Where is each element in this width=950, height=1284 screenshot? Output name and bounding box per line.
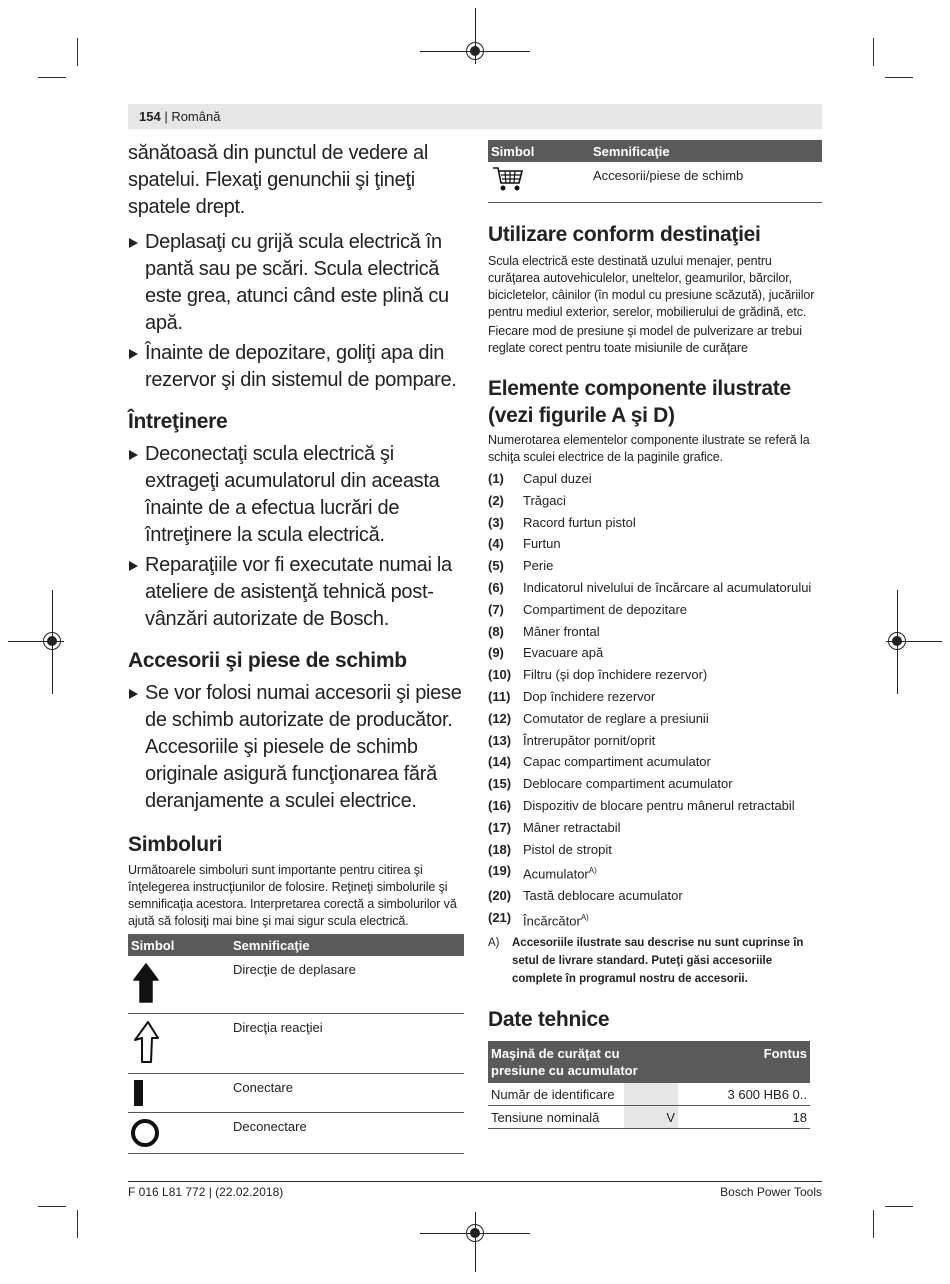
- bullet-item: Deconectaţi scula electrică şi extrageţi acumulatorul din aceasta înainte de a efectua lucrări de întreţinere la scula electrică.: [128, 441, 464, 549]
- list-item: [488, 751, 822, 773]
- list-item: [488, 468, 822, 490]
- table-row: Conectare: [128, 1074, 464, 1113]
- component-label: Comutator de reglare a presiunii: [523, 710, 709, 726]
- component-number: (19): [488, 863, 512, 879]
- bullet-triangle-icon: [129, 689, 138, 699]
- components-intro: Numerotarea elementelor componente ilustrate se referă la schiţa sculei electrice de la paginile grafice.: [488, 433, 810, 464]
- table-row: Număr de identificare 3 600 HB6 0..: [488, 1083, 810, 1106]
- table-row: Direcţia reacţiei: [128, 1014, 464, 1074]
- component-label: Compartiment de depozitare: [523, 601, 688, 617]
- list-item: [488, 642, 822, 664]
- component-number: (3): [488, 514, 504, 530]
- col-symbol: Simbol: [488, 140, 590, 162]
- component-label: Acumulator$^{A)}$: [523, 866, 597, 882]
- symbols-heading: Simboluri: [128, 833, 223, 856]
- page-number: 154: [139, 109, 161, 124]
- component-number: (12): [488, 710, 512, 726]
- list-item: [488, 817, 822, 839]
- usage-paragraph: Fiecare mod de presiune şi model de pulverizare ar trebui reglate corect pentru toate misiunile de curăţare: [488, 324, 802, 355]
- component-label: Capul duzei: [523, 471, 592, 486]
- component-number: (17): [488, 819, 512, 835]
- list-item: [488, 885, 822, 907]
- right-column: [488, 140, 822, 1129]
- col-meaning: Semnificaţie: [590, 140, 822, 162]
- bullet-triangle-icon: [129, 450, 138, 460]
- bullet-item: Se vor folosi numai accesorii şi piese de schimb autorizate de producător. Accesoriile şi piesele de schimb originale asigură funcţionarea fără deranjamente a sculei electrice.: [128, 680, 464, 815]
- page-footer: [128, 1181, 822, 1199]
- component-number: (6): [488, 579, 504, 595]
- component-label: Dop închidere rezervor: [523, 688, 656, 704]
- list-item: [488, 730, 822, 752]
- component-label: Pistol de stropit: [523, 841, 612, 857]
- accessories-heading: Accesorii şi piese de schimb: [128, 649, 407, 672]
- components-list: [488, 468, 822, 932]
- list-item: [488, 708, 822, 730]
- list-item: [488, 621, 822, 643]
- maintenance-heading: Întreţinere: [128, 410, 228, 433]
- connect-bar-icon: [134, 1080, 143, 1106]
- cart-icon: [491, 165, 525, 193]
- tech-heading: Date tehnice: [488, 1008, 610, 1032]
- components-heading: Elemente componente ilustrate (vezi figurile A şi D): [488, 377, 791, 427]
- symbols-intro: Următoarele simboluri sunt importante pentru citirea şi înţelegerea instrucţiunilor de folosire. Reţineţi simbolurile şi semnificaţia acestora. Interpretarea corectă a simbolurilor vă ajută să folosiţi mai bine şi mai sigur scula electrică.: [128, 863, 457, 928]
- tech-header-label: Maşină de curăţat cu presiune cu acumulator: [488, 1041, 678, 1083]
- intro-text: sănătoasă din punctul de vedere al spatelui. Flexaţi genunchii şi ţineţi spatele drept.: [128, 142, 429, 218]
- disconnect-circle-icon: [131, 1119, 159, 1147]
- col-symbol: Simbol: [128, 934, 230, 956]
- component-number: (1): [488, 471, 504, 486]
- table-row: Deconectare: [128, 1113, 464, 1154]
- header-language: Română: [171, 109, 221, 124]
- list-item: [488, 839, 822, 861]
- component-label: Filtru (şi dop închidere rezervor): [523, 667, 708, 683]
- component-number: (16): [488, 797, 512, 813]
- component-number: (10): [488, 667, 512, 683]
- symbols-table-continued: [488, 140, 822, 203]
- usage-heading: Utilizare conform destinaţiei: [488, 223, 761, 246]
- component-number: (8): [488, 623, 504, 639]
- list-item: [488, 860, 822, 885]
- component-label: Dispozitiv de blocare pentru mânerul retractabil: [523, 797, 795, 813]
- arrow-outline-icon: [131, 1020, 161, 1064]
- component-number: (7): [488, 601, 504, 617]
- component-label: Mâner retractabil: [523, 819, 621, 835]
- table-row: Accesorii/piese de schimb: [488, 162, 822, 203]
- component-label: Indicatorul nivelului de încărcare al acumulatorului: [523, 579, 812, 595]
- footnote: A) Accesoriile ilustrate sau descrise nu sunt cuprinse în setul de livrare standard. Puteţi găsi accesoriile complete în programul nostru de accesorii.: [488, 937, 804, 986]
- component-number: (11): [488, 688, 511, 704]
- component-label: Deblocare compartiment acumulator: [523, 776, 733, 792]
- bullet-item: Reparaţiile vor fi executate numai la ateliere de asistenţă tehnică post-vânzări autorizate de Bosch.: [128, 552, 464, 633]
- col-meaning: Semnificaţie: [230, 934, 464, 956]
- list-item: [488, 795, 822, 817]
- bullet-triangle-icon: [129, 349, 138, 359]
- component-number: (4): [488, 536, 504, 552]
- page-header: 154 | Română: [128, 104, 822, 129]
- arrow-filled-icon: [131, 962, 161, 1004]
- component-number: (9): [488, 645, 504, 661]
- bullet-triangle-icon: [129, 238, 138, 248]
- component-number: (14): [488, 754, 512, 770]
- table-row: Tensiune nominală V 18: [488, 1106, 810, 1129]
- list-item: [488, 773, 822, 795]
- bullet-item: Înainte de depozitare, goliţi apa din rezervor şi din sistemul de pompare.: [128, 340, 464, 394]
- tech-table: [488, 1041, 810, 1129]
- component-number: (13): [488, 732, 512, 748]
- footnote-ref: A): [588, 866, 597, 876]
- component-number: (5): [488, 558, 504, 574]
- list-item: [488, 686, 822, 708]
- footnote-ref: A): [580, 913, 589, 923]
- component-label: Încărcător$^{A)}$: [523, 913, 589, 929]
- component-label: Perie: [523, 558, 554, 574]
- list-item: [488, 577, 822, 599]
- component-label: Capac compartiment acumulator: [523, 754, 711, 770]
- component-label: Întrerupător pornit/oprit: [523, 732, 656, 748]
- component-number: (18): [488, 841, 512, 857]
- component-label: Evacuare apă: [523, 645, 604, 661]
- bullet-triangle-icon: [129, 561, 138, 571]
- component-label: Trăgaci: [523, 492, 566, 508]
- list-item: [488, 533, 822, 555]
- left-column: [128, 140, 464, 1154]
- component-label: Tastă deblocare acumulator: [523, 888, 683, 904]
- list-item: [488, 664, 822, 686]
- usage-paragraph: Scula electrică este destinată uzului menajer, pentru curăţarea autovehiculelor, uneltelor, geamurilor, bărcilor, bicicletelor, câinilor (în modul cu presiune scăzută), jucăriilor pentru mediul exterior, serelor, mobilierului de grădină, etc.: [488, 254, 815, 319]
- list-item: [488, 490, 822, 512]
- list-item: [488, 907, 822, 932]
- component-number: (20): [488, 888, 512, 904]
- component-number: (15): [488, 776, 512, 792]
- list-item: [488, 599, 822, 621]
- table-row: Direcţie de deplasare: [128, 956, 464, 1014]
- component-number: (2): [488, 492, 504, 508]
- list-item: [488, 555, 822, 577]
- component-label: Racord furtun pistol: [523, 514, 636, 530]
- component-label: Mâner frontal: [523, 623, 600, 639]
- symbols-table: [128, 934, 464, 1154]
- tech-header-model: Fontus: [678, 1041, 810, 1083]
- footer-brand: Bosch Power Tools: [720, 1185, 822, 1199]
- footer-doc-id: F 016 L81 772 | (22.02.2018): [128, 1185, 284, 1199]
- list-item: [488, 512, 822, 534]
- component-number: (21): [488, 910, 512, 926]
- bullet-item: Deplasaţi cu grijă scula electrică în pantă sau pe scări. Scula electrică este grea, atunci când este plină cu apă.: [128, 229, 464, 337]
- component-label: Furtun: [523, 536, 561, 552]
